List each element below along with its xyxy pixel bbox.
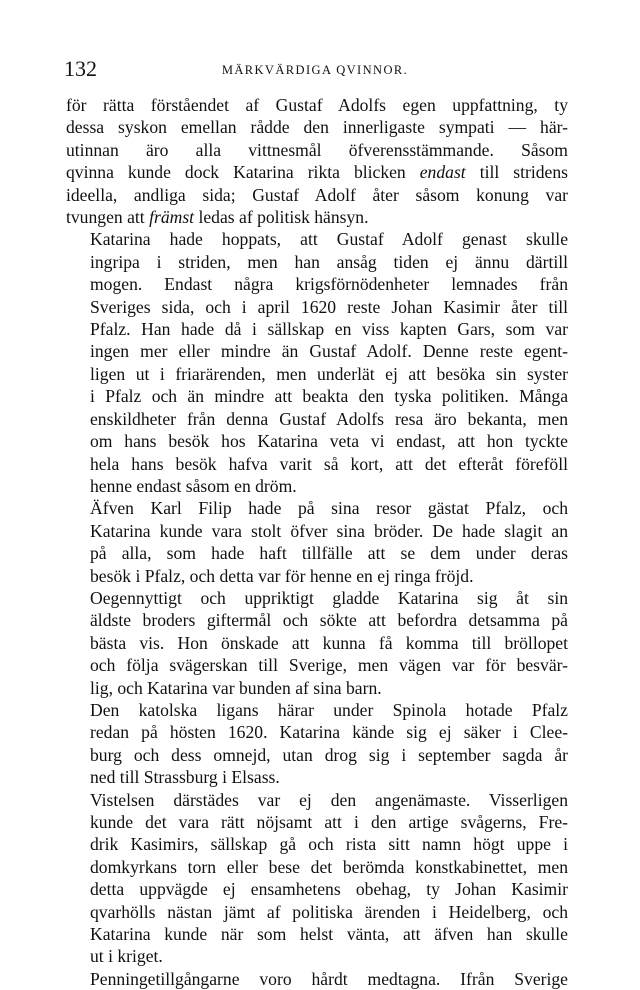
text-line: Katarina kunde vara stolt öfver sina bröder. De hade slagit an: [90, 520, 568, 541]
text-line: detta uppvägde ej ensamhetens obehag, ty Johan Kasimir: [90, 879, 568, 900]
text-line: qvarhölls nästan jämt af politiska ärenden i Heidelberg, och: [90, 901, 568, 922]
page-header: [64, 56, 566, 86]
text-line: ligen ut i friarärenden, men underlät ej att besöka sin syster: [90, 363, 568, 384]
text-line: burg och dess omnejd, utan drog sig i september sagda år: [90, 744, 568, 765]
text-line: henne endast såsom en dröm.: [90, 475, 297, 496]
text-line: Katarina kunde när som helst vänta, att äfven han skulle: [90, 924, 568, 945]
text-line: Äfven Karl Filip hade på sina resor gästat Pfalz, och: [90, 498, 568, 519]
emphasis: främst: [149, 207, 195, 228]
text-line: besök i Pfalz, och detta var för henne en ej ringa fröjd.: [90, 565, 474, 586]
text-line: ingen mer eller mindre än Gustaf Adolf. Denne reste egent-: [90, 341, 568, 362]
text-line: ut i kriget.: [90, 946, 163, 967]
text-line: ned till Strassburg i Elsass.: [90, 767, 280, 788]
text-line: lig, och Katarina var bunden af sina barn.: [90, 677, 382, 698]
text-line: Vistelsen därstädes var ej den angenämaste. Visserligen: [90, 789, 568, 810]
text-line: enskildheter från denna Gustaf Adolfs resa äro bekanta, men: [90, 408, 568, 429]
paragraph: [66, 699, 568, 789]
text-line: dessa syskon emellan rådde den innerligaste sympati — här-: [66, 117, 568, 138]
text-line: i Pfalz och än mindre att beakta den tyska politiken. Många: [90, 386, 568, 407]
paragraph: [66, 789, 568, 968]
text-line: på alla, som hade haft tillfälle att se dem under deras: [90, 543, 568, 564]
text-line: och följa svägerskan till Sverige, men vägen var för besvär-: [90, 655, 568, 676]
emphasis: endast: [419, 162, 466, 183]
text-line: Oegennyttigt och uppriktigt gladde Katarina sig åt sin: [90, 587, 568, 608]
paragraph: [66, 228, 568, 497]
paragraph: [66, 968, 568, 990]
text-line: äldste broders giftermål och sökte att befordra detsamma på: [90, 610, 568, 631]
text-line: hela hans besök hafva varit så kort, att det efteråt föreföll: [90, 453, 568, 474]
text-line: Den katolska ligans härar under Spinola hotade Pfalz: [90, 699, 568, 720]
paragraph: [66, 497, 568, 587]
body-text: [66, 94, 568, 990]
text-line: tvungen att främst ledas af politisk hänsyn.: [66, 207, 369, 228]
text-line: mogen. Endast några krigsförnödenheter lemnades från: [90, 274, 568, 295]
text-line: bästa vis. Hon önskade att kunna få komma till bröllopet: [90, 632, 568, 653]
text-line: ingripa i striden, men han ansåg tiden ej ännu därtill: [90, 251, 568, 272]
text-line: Katarina hade hoppats, att Gustaf Adolf genast skulle: [90, 229, 568, 250]
text-line: ideella, andliga sida; Gustaf Adolf åter såsom konung var: [66, 184, 568, 205]
paragraph: [66, 94, 568, 228]
text-line: Pfalz. Han hade då i sällskap en viss kapten Gars, som var: [90, 319, 568, 340]
text-line: domkyrkans torn eller bese det berömda konstkabinettet, men: [90, 856, 568, 877]
paragraph: [66, 587, 568, 699]
text-line: kunde det vara rätt nöjsamt att i den artige svågerns, Fre-: [90, 812, 568, 832]
text-line: qvinna kunde dock Katarina rikta blicken endast till stridens: [66, 162, 568, 183]
text-line: om hans besök hos Katarina veta vi endast, att hon tyckte: [90, 431, 568, 452]
text-line: drik Kasimirs, sällskap gå och rista sitt namn högt uppe i: [90, 834, 568, 855]
text-line: redan på hösten 1620. Katarina kände sig ej säker i Clee-: [90, 722, 568, 743]
text-line: för rätta förståendet af Gustaf Adolfs egen uppfattning, ty: [66, 95, 568, 115]
running-head: MÄRKVÄRDIGA QVINNOR.: [221, 63, 409, 77]
page-number: 132: [64, 56, 97, 81]
text-line: utinnan äro alla vittnesmål öfverensstämmande. Såsom: [66, 139, 568, 160]
text-line: Penningetillgångarne voro hårdt medtagna. Ifrån Sverige: [90, 968, 568, 989]
text-line: Sveriges sida, och i april 1620 reste Johan Kasimir åter till: [90, 296, 568, 317]
